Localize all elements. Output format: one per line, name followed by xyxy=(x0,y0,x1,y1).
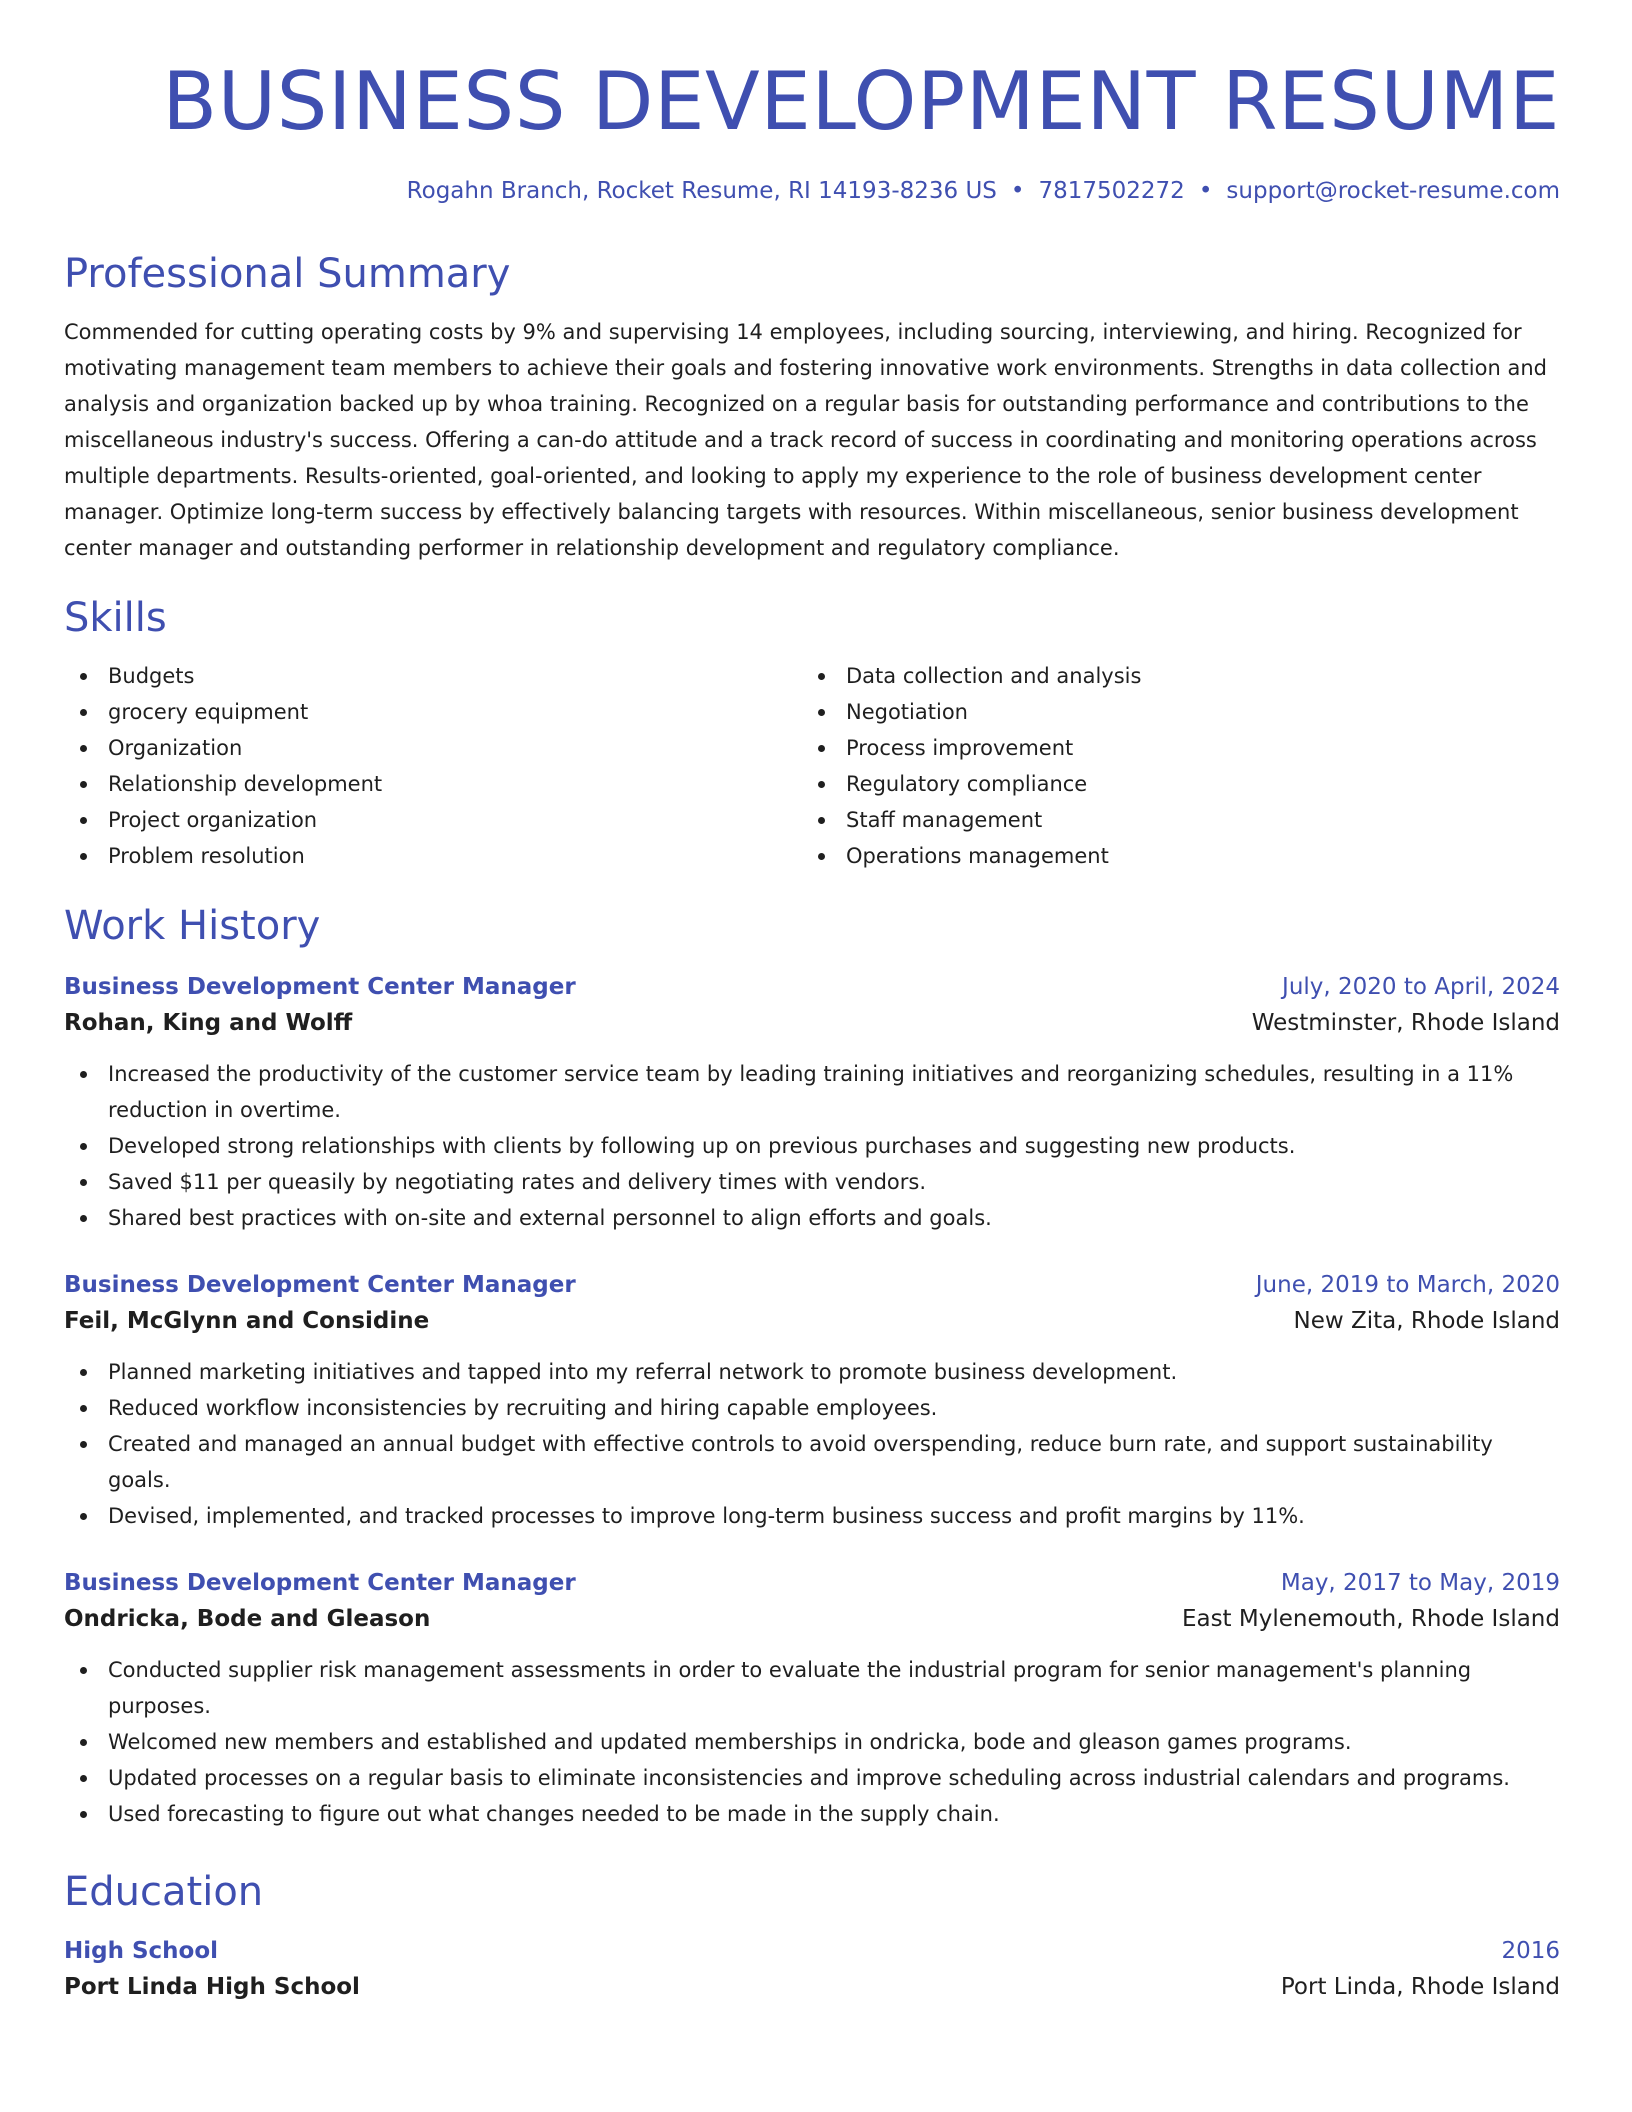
job-bullets xyxy=(64,1354,1560,1534)
skill-item: Operations management xyxy=(802,838,1540,874)
skill-item: Staff management xyxy=(802,802,1540,838)
job-bullet: Created and managed an annual budget with effective controls to avoid overspending, reduce burn rate, and support sustainability goals. xyxy=(64,1426,1560,1498)
education-degree-row xyxy=(64,1934,1560,1968)
job-bullets xyxy=(64,1056,1560,1236)
job-entry xyxy=(64,970,1560,1236)
contact-phone: 7817502272 xyxy=(1038,178,1185,204)
job-company: Feil, McGlynn and Considine xyxy=(64,1308,430,1334)
resume-title: BUSINESS DEVELOPMENT RESUME xyxy=(162,55,1560,148)
education-year: 2016 xyxy=(1501,1938,1560,1964)
job-dates: May, 2017 to May, 2019 xyxy=(1280,1570,1560,1596)
skills-column-right xyxy=(802,658,1540,874)
skill-item: Relationship development xyxy=(64,766,802,802)
job-bullet: Updated processes on a regular basis to eliminate inconsistencies and improve scheduling across industrial calendars and programs. xyxy=(64,1760,1560,1796)
summary-text: Commended for cutting operating costs by 9% and supervising 14 employees, including sourcing, interviewing, and hiring. Recognized for motivating management team members to achieve their goals and fostering innovative work environments. Strengths in data collection and analysis and organization backed up by whoa training. Recognized on a regular basis for outstanding performance and contributions to the miscellaneous industry's success. Offering a can-do attitude and a track record of success in coordinating and monitoring operations across multiple departments. Results-oriented, goal-oriented, and looking to apply my experience to the role of business development center manager. Optimize long-term success by effectively balancing targets with resources. Within miscellaneous, senior business development center manager and outstanding performer in relationship development and regulatory compliance. xyxy=(64,320,1547,560)
job-title: Business Development Center Manager xyxy=(64,1570,576,1596)
skill-item: Data collection and analysis xyxy=(802,658,1540,694)
job-bullet: Devised, implemented, and tracked processes to improve long-term business success and profit margins by 11%. xyxy=(64,1498,1560,1534)
summary-heading: Professional Summary xyxy=(64,251,511,297)
skills-grid xyxy=(64,658,1560,874)
job-bullet: Conducted supplier risk management assessments in order to evaluate the industrial program for senior management's planning purposes. xyxy=(64,1652,1560,1724)
job-entry xyxy=(64,1268,1560,1534)
job-dates: July, 2020 to April, 2024 xyxy=(1282,974,1560,1000)
resume-page xyxy=(64,0,1560,2006)
skill-item: Process improvement xyxy=(802,730,1540,766)
job-company: Ondricka, Bode and Gleason xyxy=(64,1606,431,1632)
job-company-row xyxy=(64,1004,1560,1042)
work-history-heading: Work History xyxy=(64,903,321,949)
job-dates: June, 2019 to March, 2020 xyxy=(1255,1272,1560,1298)
skill-item: Project organization xyxy=(64,802,802,838)
skill-item: Budgets xyxy=(64,658,802,694)
job-title-row xyxy=(64,970,1560,1004)
job-bullet: Planned marketing initiatives and tapped into my referral network to promote business development. xyxy=(64,1354,1560,1390)
job-location: New Zita, Rhode Island xyxy=(1293,1308,1560,1334)
education-location: Port Linda, Rhode Island xyxy=(1280,1974,1560,2000)
skill-item: Organization xyxy=(64,730,802,766)
job-company-row xyxy=(64,1600,1560,1638)
job-bullet: Reduced workflow inconsistencies by recruiting and hiring capable employees. xyxy=(64,1390,1560,1426)
contact-line xyxy=(64,176,1560,206)
job-title-row xyxy=(64,1268,1560,1302)
job-bullet: Shared best practices with on-site and external personnel to align efforts and goals. xyxy=(64,1200,1560,1236)
job-bullet: Developed strong relationships with clients by following up on previous purchases and suggesting new products. xyxy=(64,1128,1560,1164)
job-title-row xyxy=(64,1566,1560,1600)
education-entry xyxy=(64,1934,1560,2006)
contact-separator: • xyxy=(1010,178,1025,204)
contact-address: Rogahn Branch, Rocket Resume, RI 14193-8236 US xyxy=(406,178,997,204)
education-school: Port Linda High School xyxy=(64,1974,360,2000)
skills-column-left xyxy=(64,658,802,874)
education-heading: Education xyxy=(64,1869,264,1915)
job-bullet: Used forecasting to figure out what changes needed to be made in the supply chain. xyxy=(64,1796,1560,1832)
skill-item: Regulatory compliance xyxy=(802,766,1540,802)
skill-item: grocery equipment xyxy=(64,694,802,730)
skill-item: Negotiation xyxy=(802,694,1540,730)
job-entry xyxy=(64,1566,1560,1832)
education-school-row xyxy=(64,1968,1560,2006)
education-degree: High School xyxy=(64,1938,219,1964)
job-location: East Mylenemouth, Rhode Island xyxy=(1181,1606,1560,1632)
job-bullet: Increased the productivity of the customer service team by leading training initiatives and reorganizing schedules, resulting in a 11% reduction in overtime. xyxy=(64,1056,1560,1128)
contact-email[interactable]: support@rocket-resume.com xyxy=(1226,178,1560,204)
job-bullet: Welcomed new members and established and updated memberships in ondricka, bode and gleason games programs. xyxy=(64,1724,1560,1760)
skills-heading: Skills xyxy=(64,595,167,641)
job-title: Business Development Center Manager xyxy=(64,1272,576,1298)
job-bullet: Saved $11 per queasily by negotiating rates and delivery times with vendors. xyxy=(64,1164,1560,1200)
contact-separator: • xyxy=(1198,178,1213,204)
job-company: Rohan, King and Wolff xyxy=(64,1010,353,1036)
job-company-row xyxy=(64,1302,1560,1340)
job-bullets xyxy=(64,1652,1560,1832)
job-location: Westminster, Rhode Island xyxy=(1251,1010,1560,1036)
job-title: Business Development Center Manager xyxy=(64,974,576,1000)
skill-item: Problem resolution xyxy=(64,838,802,874)
